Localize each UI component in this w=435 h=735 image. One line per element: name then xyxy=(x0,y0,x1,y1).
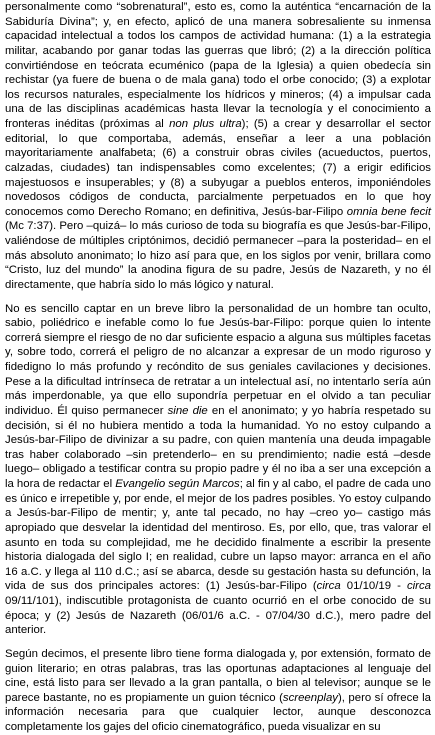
italic-text-run: Evangelio según Marcos xyxy=(115,478,240,490)
text-run: No es sencillo captar en un breve libro la personalidad de un hombre tan oculto, sabio, poliédrico e inefable como lo fue Jesús-bar-Filipo: porque quien lo intente correrá siempre el riesgo de no dar suficiente espacio a alguna sus múltiples facetas y, sobre todo, correrá el peligro de no alcanzar a expresar de un modo riguroso y fidedigno lo más profundo y recóndito de sus geniales cavilaciones y decisiones. Pese a la dificultad intrínseca de retratar a un intelectual así, no intentarlo sería aún más imperdonable, ya que ello supondría perpetuar en el olvido a tan peculiar individuo. Él quiso permanecer xyxy=(5,302,431,417)
paragraph-1 xyxy=(5,0,431,293)
text-run: en el anonimato; y yo habría respetado su decisión, si él no hubiera mentido a toda la humanidad. Yo no estoy culpando a Jesús-bar-Filipo de divinizar a su padre, con quien mantenía una deuda impagable tras haber colaborado –sin pretenderlo– en su prendimiento; nadie está –desde luego– obligado a testificar contra su propio padre y él no iba a ser una excepción a la hora de redactar el xyxy=(5,404,432,490)
text-run: ); (5) a crear y desarrollar el sector editorial, lo que comportaba, además, enseñar a leer a una población mayoritariamente analfabeta; (6) a construir obras civiles (acueductos, puertos, calzadas, ciudades) tan indispensables como excelentes; (7) a erigir edificios majestuosos e insuperables; y (8) a subyugar a pueblos enteros, imponiéndoles novedosos códigos de conducta, parcialmente perpetuados en lo que hoy conocemos como Derecho Romano; en definitiva, Jesús-bar-Filipo xyxy=(5,118,431,218)
text-run: ), pero sí ofrece la información necesaria para que cualquier lector, aunque desconozca completamente los gajes del oficio cinematográfico, pueda visualizar en su xyxy=(5,691,431,733)
text-run: Según decimos, el presente libro tiene forma dialogada y, por extensión, formato de guion literario; en otras palabras, tras las oportunas adaptaciones al lenguaje del cine, está listo para ser llevado a la gran pantalla, o bien al televisor; aunque se le parece bastante, no es propiamente un guion técnico ( xyxy=(5,647,431,704)
italic-text-run: non plus ultra xyxy=(169,118,242,130)
italic-text-run: screenplay xyxy=(282,691,338,704)
paragraph-2 xyxy=(5,302,431,638)
italic-text-run: sine die xyxy=(167,404,208,417)
text-run: 01/10/19 - xyxy=(340,580,407,593)
italic-text-run: circa xyxy=(316,580,341,593)
paragraph-3 xyxy=(5,647,431,735)
text-run: personalmente como “sobrenatural”, esto es, como la auténtica “encarnación de la Sabiduría Divina”; y, en efecto, aplicó de una manera sobresaliente su inmensa capacidad intelectual a todos los campos de actividad humana: (1) a la estrategia militar, acabando por ganar todas las guerras que libró; (2) a la dirección política convirtiéndose en teócrata ecuménico (papa de la Iglesia) a quien obedecía sin rechistar (ya fuere de buena o de mala gana) todo el orbe conocido; (3) a explotar los recursos naturales, especialmente los hídricos y mineros; (4) a impulsar cada una de las disciplinas académicas hasta llevar la tecnología y el conocimiento a fronteras inéditas (próximas al xyxy=(5,1,431,130)
text-run: (Mc 7:37). Pero –quizá– lo más curioso de toda su biografía es que Jesús-bar-Filipo, valiéndose de múltiples criptónimos, decidió permanecer –para la posteridad– en el más absoluto anonimato; lo hizo así para que, en los siglos por venir, brillara como “Cristo, luz del mundo” la anodina figura de su padre, Jesús de Nazareth, y no él directamente, que habría sido lo más lógico y natural. xyxy=(5,220,431,291)
italic-text-run: omnia bene fecit xyxy=(346,205,431,218)
italic-text-run: circa xyxy=(406,580,431,593)
text-run: ; al fin y al cabo, el padre de cada uno es único e irrepetible y, por ende, el mejor de los padres posibles. Yo estoy culpando a Jesús-bar-Filipo de mentir; y, ante tal pecado, no hay –creo yo– castigo más apropiado que desvelar la identidad del mentiroso. Es, por ello, que, tras valorar el asunto en toda su complejidad, me he decidido finalmente a escribir la presente historia dialogada del siglo I; en realidad, cubre un lapso mayor: arranca en el año 16 a.C. y llega al 110 d.C.; así se abarca, desde su gestación hasta su defunción, la vida de sus dos principales actores: (1) Jesús-bar-Filipo ( xyxy=(5,478,431,593)
text-run: 09/11/101), indiscutible protagonista de cuanto ocurrió en el orbe conocido de su época; y (2) Jesús de Nazareth (06/01/6 a.C. - 07/04/30 d.C.), mero padre del anterior. xyxy=(5,595,431,637)
